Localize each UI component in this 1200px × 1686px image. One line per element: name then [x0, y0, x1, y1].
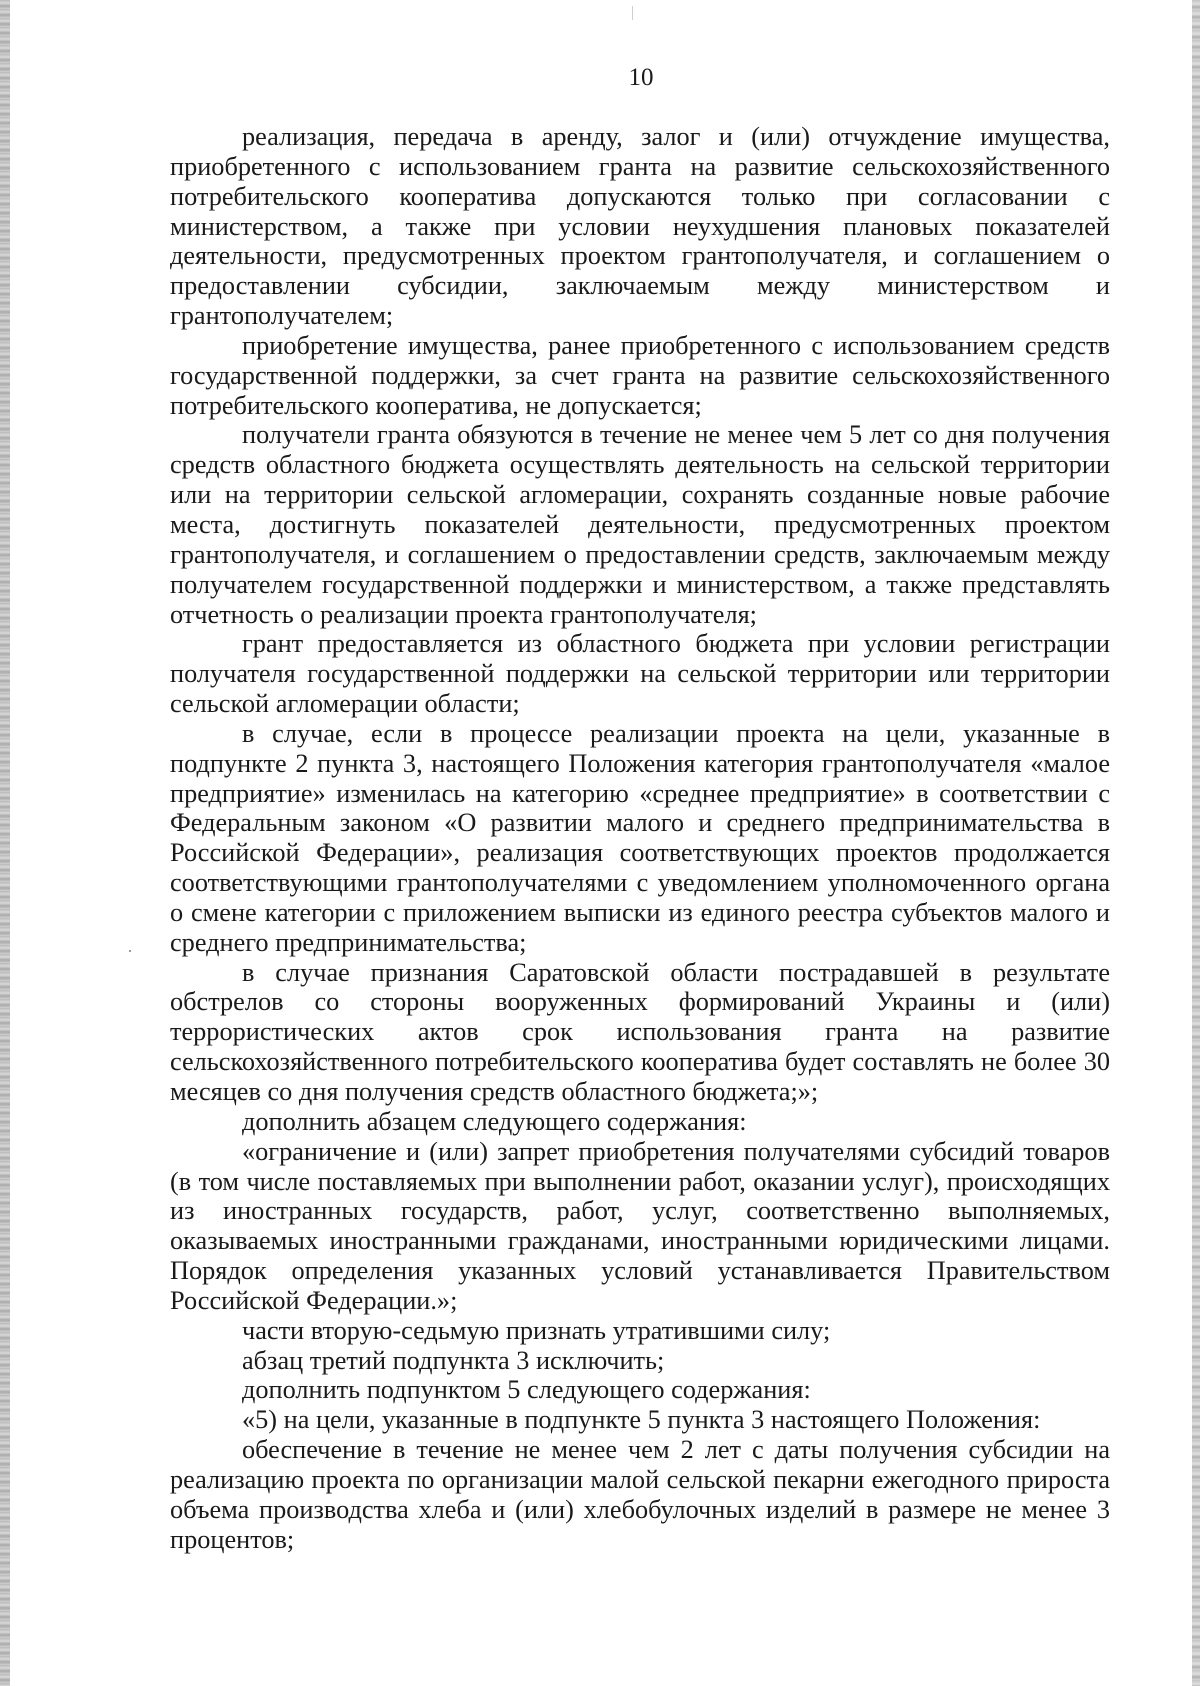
paragraph-add-clause: дополнить абзацем следующего содержания:	[242, 1106, 747, 1136]
paragraph-bakery-production: обеспечение в течение не менее чем 2 лет с даты получения субсидии на реализацию проекта по организации малой сельской пекарни ежегодного прироста объема производства хлеба и (или) хлебобулочных изделий в размере не менее 3 процентов;	[170, 1435, 1110, 1554]
paragraph-subclause-5-heading: «5) на цели, указанные в подпункте 5 пункта 3 настоящего Положения:	[242, 1405, 1041, 1435]
scan-edge-left	[0, 0, 10, 1686]
paragraph-saratov-region: в случае признания Саратовской области пострадавшей в результате обстрелов со стороны вооруженных формирований Украины и (или) террористических актов срок использования гранта на развитие сельскохозяйственного потребительского кооператива будет составлять не более 30 месяцев со дня получения средств областного бюджета;»;	[170, 957, 1110, 1106]
scan-artifact-dot	[129, 950, 131, 952]
paragraph-property-disposal: реализация, передача в аренду, залог и (или) отчуждение имущества, приобретенного с использованием гранта на развитие сельскохозяйственного потребительского кооператива допускаются только при согласовании с министерством, а также при условии неухудшения плановых показателей деятельности, предусмотренных проектом грантополучателя, и соглашением о предоставлении субсидии, заключаемым между министерством и грантополучателем;	[170, 122, 1110, 331]
paragraph-exclude-clause: абзац третий подпункта 3 исключить;	[242, 1345, 665, 1375]
paragraph-grant-obligations: получатели гранта обязуются в течение не менее чем 5 лет со дня получения средств областного бюджета осуществлять деятельность на сельской территории или на территории сельской агломерации, сохранять созданные новые рабочие места, достигнуть показателей деятельности, предусмотренных проектом грантополучателя, и соглашением о предоставлении средств, заключаемым между получателем государственной поддержки и министерством, а также представлять отчетность о реализации проекта грантополучателя;	[170, 420, 1110, 629]
paragraph-property-acquisition: приобретение имущества, ранее приобретенного с использованием средств государственной поддержки, за счет гранта на развитие сельскохозяйственного потребительского кооператива, не допускается;	[170, 330, 1110, 420]
scan-artifact-mark	[632, 6, 633, 20]
scan-edge-right	[1192, 0, 1200, 1686]
paragraph-foreign-goods-restriction: «ограничение и (или) запрет приобретения получателями субсидий товаров (в том числе поставляемых при выполнении работ, оказании услуг), происходящих из иностранных государств, работ, услуг, соответственно выполняемых, оказываемых иностранными гражданами, иностранными юридическими лицами. Порядок определения указанных условий устанавливается Правительством Российской Федерации.»;	[170, 1136, 1110, 1315]
page-number: 10	[628, 64, 654, 91]
paragraph-add-subclause: дополнить подпунктом 5 следующего содержания:	[242, 1375, 811, 1405]
paragraph-registration-condition: грант предоставляется из областного бюджета при условии регистрации получателя государственной поддержки на сельской территории или территории сельской агломерации области;	[170, 629, 1110, 719]
document-body	[170, 122, 1110, 1555]
paragraph-category-change: в случае, если в процессе реализации проекта на цели, указанные в подпункте 2 пункта 3, настоящего Положения категория грантополучателя «малое предприятие» изменилась на категорию «среднее предприятие» в соответствии с Федеральным законом «О развитии малого и среднего предпринимательства в Российской Федерации», реализация соответствующих проектов продолжается соответствующими грантополучателями с уведомлением уполномоченного органа о смене категории с приложением выписки из единого реестра субъектов малого и среднего предпринимательства;	[170, 718, 1110, 957]
paragraph-repeal-parts: части вторую-седьмую признать утратившими силу;	[242, 1315, 831, 1345]
